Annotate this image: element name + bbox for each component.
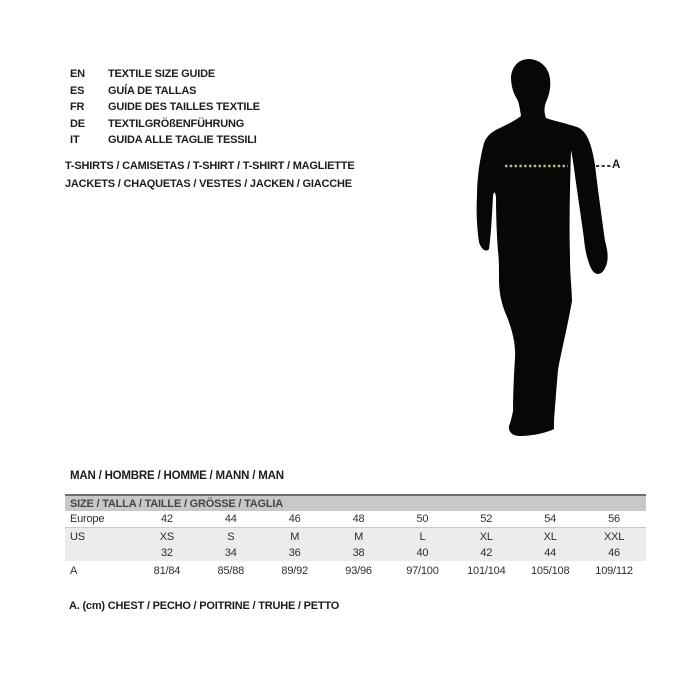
row-label: A [70,564,78,577]
language-label: TEXTILGRÖßENFÜHRUNG [108,117,245,130]
size-cell: 109/112 [595,564,633,577]
size-cell: 50 [416,513,429,525]
size-cell: 105/108 [531,564,570,577]
size-cell: 42 [161,513,173,525]
category-jackets: JACKETS / CHAQUETAS / VESTES / JACKEN / GIACCHE [65,177,352,190]
language-code: DE [70,117,85,130]
language-row-es [70,83,260,100]
size-cell: 101/104 [467,564,506,577]
size-cell: 89/92 [281,564,308,577]
size-cell: S [227,530,235,543]
language-row-en [70,66,260,83]
size-cell: 81/84 [153,564,181,577]
man-silhouette [440,40,660,460]
size-cell: 97/100 [406,564,439,577]
category-list [65,160,354,195]
size-cell: 48 [352,513,365,525]
table-row-europe [65,511,646,528]
size-cell: 93/96 [345,564,372,577]
language-label: GUÍA DE TALLAS [108,84,197,97]
size-cell: 44 [544,547,557,559]
man-silhouette-shape [477,59,608,436]
size-cell: 38 [352,547,365,559]
language-code: IT [70,134,80,147]
size-cell: 32 [161,547,173,559]
language-code: ES [70,84,85,97]
language-label: GUIDA ALLE TAGLIE TESSILI [108,134,257,147]
size-cell: 40 [416,547,429,559]
size-cell: 44 [224,513,237,525]
size-cell: 46 [288,513,301,525]
size-cell: 34 [224,547,237,559]
size-cell: 85/88 [217,564,245,577]
size-cell: M [354,530,364,543]
measure-label-a: A [612,159,621,171]
size-cell: 56 [608,513,620,525]
size-cell: XL [479,530,493,543]
language-row-de [70,116,260,133]
size-cell: XXL [603,530,625,543]
size-cell: M [290,530,300,543]
size-cell: XL [543,530,557,543]
size-cell: 42 [480,547,493,559]
row-label: US [70,530,85,543]
size-cell: 52 [480,513,493,525]
language-code: FR [70,101,85,114]
language-row-it [70,132,260,149]
size-cell: L [419,530,426,543]
category-tshirts: T-SHIRTS / CAMISETAS / T-SHIRT / T-SHIRT / MAGLIETTE [65,160,355,172]
size-cell: XS [159,530,175,543]
row-label: Europe [70,513,105,525]
language-code: EN [70,68,85,81]
language-list [70,66,260,149]
size-table-header: SIZE / TALLA / TAILLE / GRÖSSE / TAGLIA [65,494,646,511]
language-label: GUIDE DES TAILLES TEXTILE [108,101,260,114]
table-row-chest [65,561,646,580]
size-table [65,494,646,580]
size-cell: 54 [544,513,557,525]
table-row-us [65,528,646,545]
size-cell: 46 [608,547,620,559]
table-row-numeric [65,545,646,561]
language-label: TEXTILE SIZE GUIDE [108,68,216,81]
footnote-chest: A. (cm) CHEST / PECHO / POITRINE / TRUHE / PETTO [69,600,340,612]
size-cell: 36 [288,547,301,559]
section-title-man: MAN / HOMBRE / HOMME / MANN / MAN [70,470,284,482]
language-row-fr [70,99,260,116]
